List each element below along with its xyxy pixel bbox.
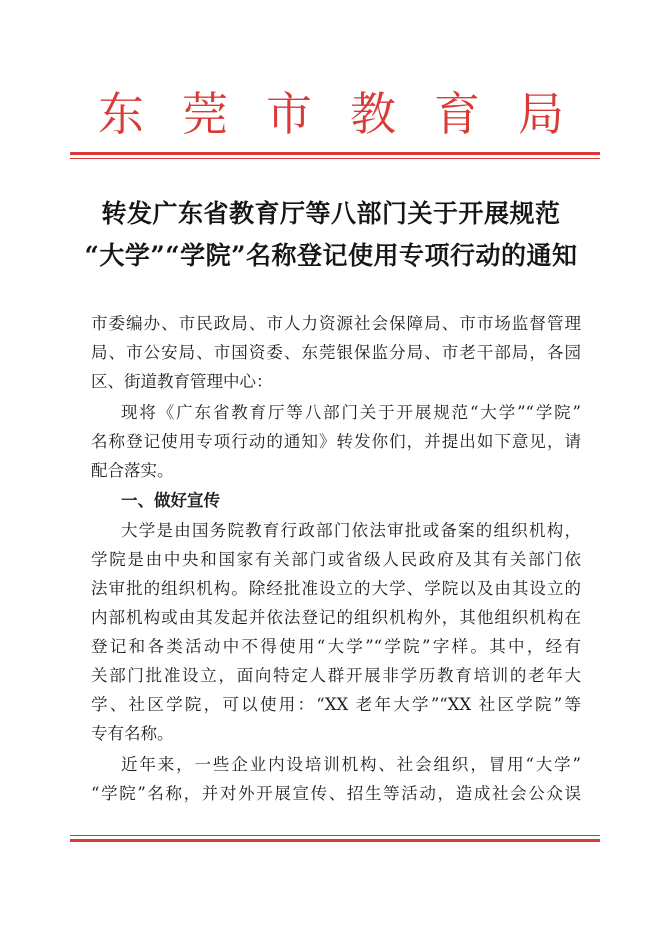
paragraph-line: 近年来，一些企业内设培训机构、社会组织，冒用“大学” bbox=[121, 755, 581, 774]
recipients-line: 市委编办、市民政局、市人力资源社会保障局、市市场监督管理 bbox=[91, 314, 581, 333]
document-title-line-1: 转发广东省教育厅等八部门关于开展规范 bbox=[101, 199, 561, 228]
masthead-org-name bbox=[0, 84, 662, 144]
recipients-line: 区、街道教育管理中心： bbox=[91, 372, 273, 391]
paragraph-line: 学院是由中央和国家有关部门或省级人民政府及其有关部门依 bbox=[91, 550, 581, 569]
masthead-red-rule-thick bbox=[70, 152, 600, 155]
masthead-char: 市 bbox=[266, 87, 312, 141]
paragraph-line: “学院”名称，并对外开展宣传、招生等活动，造成社会公众误 bbox=[91, 784, 581, 803]
intro-line: 现将《广东省教育厅等八部门关于开展规范“大学”“学院” bbox=[121, 403, 581, 422]
masthead-char: 东 bbox=[98, 87, 144, 141]
paragraph-line: 学、社区学院，可以使用：“XX 老年大学”“XX 社区学院”等 bbox=[91, 695, 581, 714]
paragraph-line: 关部门批准设立，面向特定人群开展非学历教育培训的老年大 bbox=[91, 666, 581, 685]
footer-red-rule-thin bbox=[70, 835, 600, 836]
intro-line: 名称登记使用专项行动的通知》转发你们，并提出如下意见，请 bbox=[91, 432, 581, 451]
paragraph-line: 登记和各类活动中不得使用“大学”“学院”字样。其中，经有 bbox=[91, 637, 581, 656]
masthead-char: 育 bbox=[434, 87, 480, 141]
recipients-line: 局、市公安局、市国资委、东莞银保监分局、市老干部局，各园 bbox=[91, 343, 581, 362]
masthead-char: 教 bbox=[350, 87, 396, 141]
section-heading: 一、做好宣传 bbox=[121, 491, 220, 510]
paragraph-line: 法审批的组织机构。除经批准设立的大学、学院以及由其设立的 bbox=[91, 579, 581, 598]
paragraph-line: 大学是由国务院教育行政部门依法审批或备案的组织机构， bbox=[121, 521, 581, 540]
masthead-red-rule-thin bbox=[70, 158, 600, 159]
intro-line: 配合落实。 bbox=[91, 461, 174, 480]
masthead-char: 局 bbox=[518, 87, 564, 141]
masthead-char: 莞 bbox=[182, 87, 228, 141]
document-title-line-2: “大学”“学院”名称登记使用专项行动的通知 bbox=[84, 241, 578, 270]
footer-red-rule-thick bbox=[70, 839, 600, 842]
paragraph-line: 专有名称。 bbox=[91, 724, 174, 743]
paragraph-line: 内部机构或由其发起并依法登记的组织机构外，其他组织机构在 bbox=[91, 608, 581, 627]
